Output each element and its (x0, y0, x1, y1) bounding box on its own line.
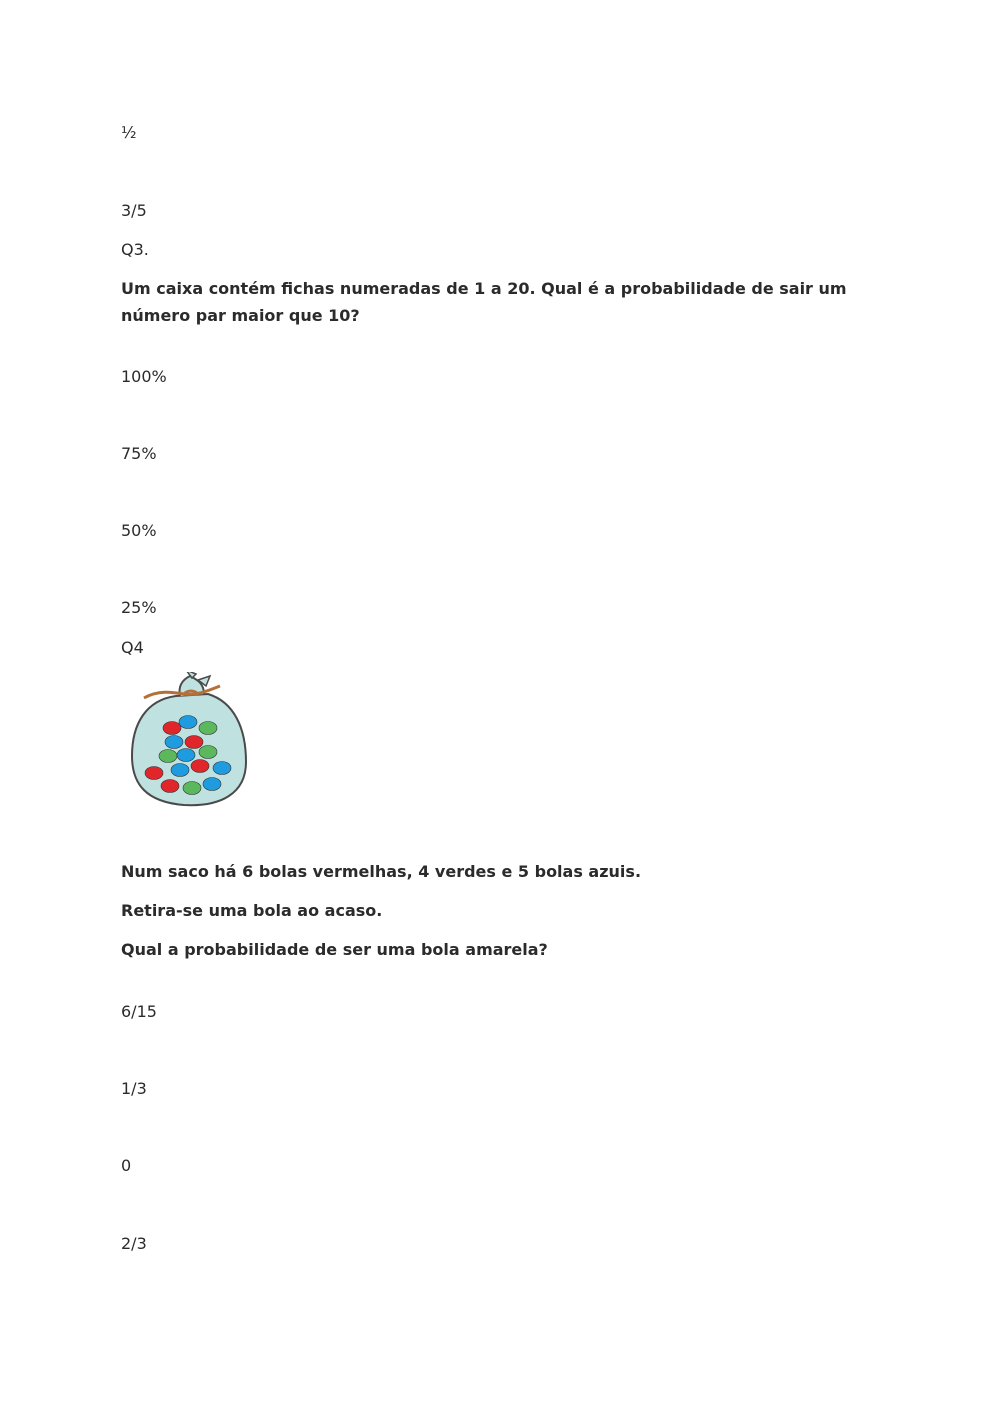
question-label: Q4 (121, 638, 144, 657)
answer-option[interactable]: 50% (121, 521, 157, 540)
question-text: Qual a probabilidade de ser uma bola amarela? (121, 940, 548, 959)
marble-bag-image (128, 672, 252, 810)
answer-option[interactable]: ½ (121, 123, 137, 142)
problem-statement: Retira-se uma bola ao acaso. (121, 901, 383, 920)
problem-statement: Num saco há 6 bolas vermelhas, 4 verdes e 5 bolas azuis. (121, 862, 642, 881)
answer-option[interactable]: 25% (121, 598, 157, 617)
answer-option[interactable]: 3/5 (121, 201, 147, 220)
answer-option[interactable]: 75% (121, 444, 157, 463)
answer-option[interactable]: 0 (121, 1156, 132, 1175)
answer-option[interactable]: 2/3 (121, 1234, 147, 1253)
question-text: Um caixa contém fichas numeradas de 1 a 20. Qual é a probabilidade de sair um número par maior que 10? (121, 279, 847, 325)
answer-option[interactable]: 100% (121, 367, 167, 386)
answer-option[interactable]: 1/3 (121, 1079, 147, 1098)
question-label: Q3. (121, 240, 149, 259)
answer-option[interactable]: 6/15 (121, 1002, 157, 1021)
